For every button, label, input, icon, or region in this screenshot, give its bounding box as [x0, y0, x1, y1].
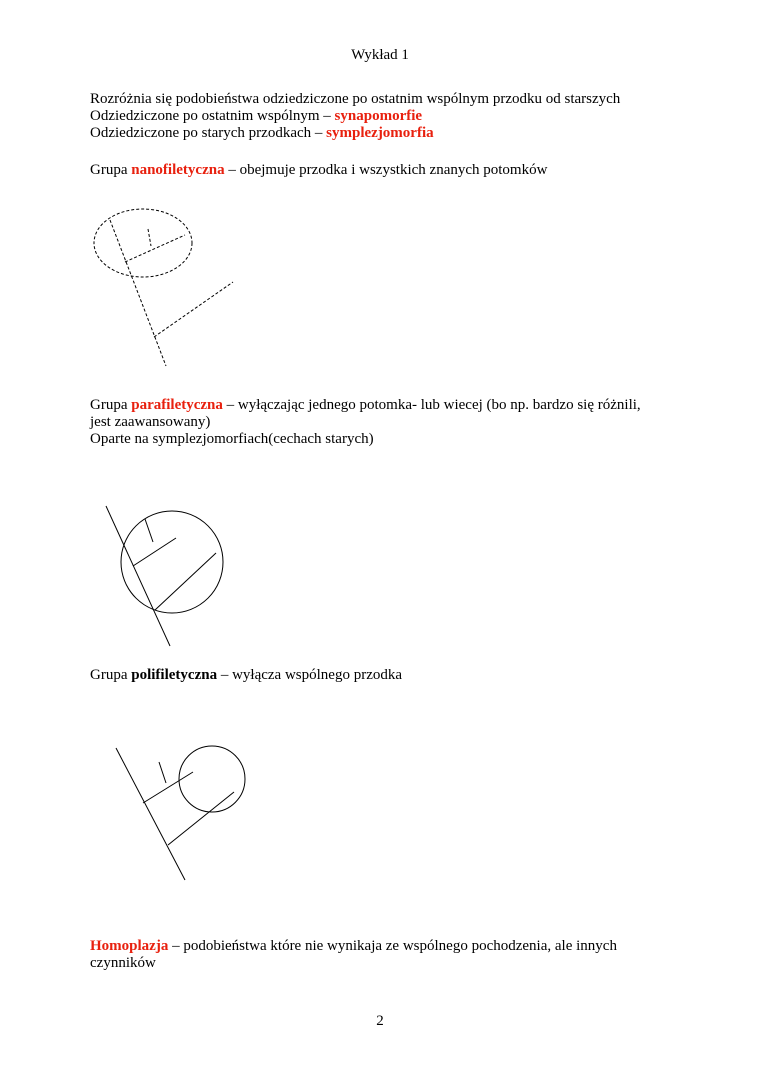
main-lineage-line — [110, 220, 166, 366]
main-lineage-line — [116, 748, 185, 880]
main-lineage-line — [106, 506, 170, 646]
synapomorfie-term: synapomorfie — [334, 108, 423, 124]
parafiletyczna-prefix: Grupa — [90, 397, 132, 413]
nanofiletyczna-prefix: Grupa — [90, 162, 132, 178]
branch-line — [145, 519, 153, 542]
page-header-title: Wykład 1 — [351, 47, 409, 63]
nanofiletyczna-cladogram — [94, 209, 233, 366]
homoplazja-line-2: czynników — [90, 955, 156, 971]
page-number: 2 — [376, 1013, 384, 1029]
homoplazja-term: Homoplazja — [90, 938, 169, 954]
paraphyletic-group-circle — [121, 511, 223, 613]
parafiletyczna-line-3: Oparte na symplezjomorfiach(cechach starych) — [90, 431, 374, 447]
branch-line — [159, 762, 166, 783]
branch-line — [155, 553, 216, 610]
parafiletyczna-cladogram — [106, 506, 223, 646]
homoplazja-suffix: – podobieństwa które nie wynikaja ze wspólnego pochodzenia, ale innych — [168, 938, 617, 954]
monophyletic-group-circle — [94, 209, 192, 277]
nanofiletyczna-term: nanofiletyczna — [131, 162, 225, 178]
branch-line — [168, 792, 234, 845]
intro-line-1: Rozróżnia się podobieństwa odziedziczone po ostatnim wspólnym przodku od starszych — [90, 91, 621, 107]
parafiletyczna-suffix: – wyłączając jednego potomka- lub wiecej (bo np. bardzo się różnili, — [222, 397, 641, 413]
symplezjomorfia-term: symplezjomorfia — [326, 125, 434, 141]
polifiletyczna-prefix: Grupa — [90, 667, 132, 683]
polyphyletic-group-circle — [179, 746, 245, 812]
parafiletyczna-line-2: jest zaawansowany) — [90, 414, 211, 430]
intro-line-3-text: Odziedziczone po starych przodkach – — [90, 125, 327, 141]
parafiletyczna-term: parafiletyczna — [131, 397, 223, 413]
branch-line — [125, 235, 185, 262]
polifiletyczna-term: polifiletyczna — [131, 667, 218, 683]
branch-line — [148, 229, 151, 246]
branch-line — [154, 282, 233, 337]
nanofiletyczna-suffix: – obejmuje przodka i wszystkich znanych potomków — [224, 162, 548, 178]
branch-line — [133, 538, 176, 566]
intro-line-2-text: Odziedziczone po ostatnim wspólnym – — [90, 108, 335, 124]
polifiletyczna-cladogram — [116, 746, 245, 880]
polifiletyczna-suffix: – wyłącza wspólnego przodka — [217, 667, 403, 683]
